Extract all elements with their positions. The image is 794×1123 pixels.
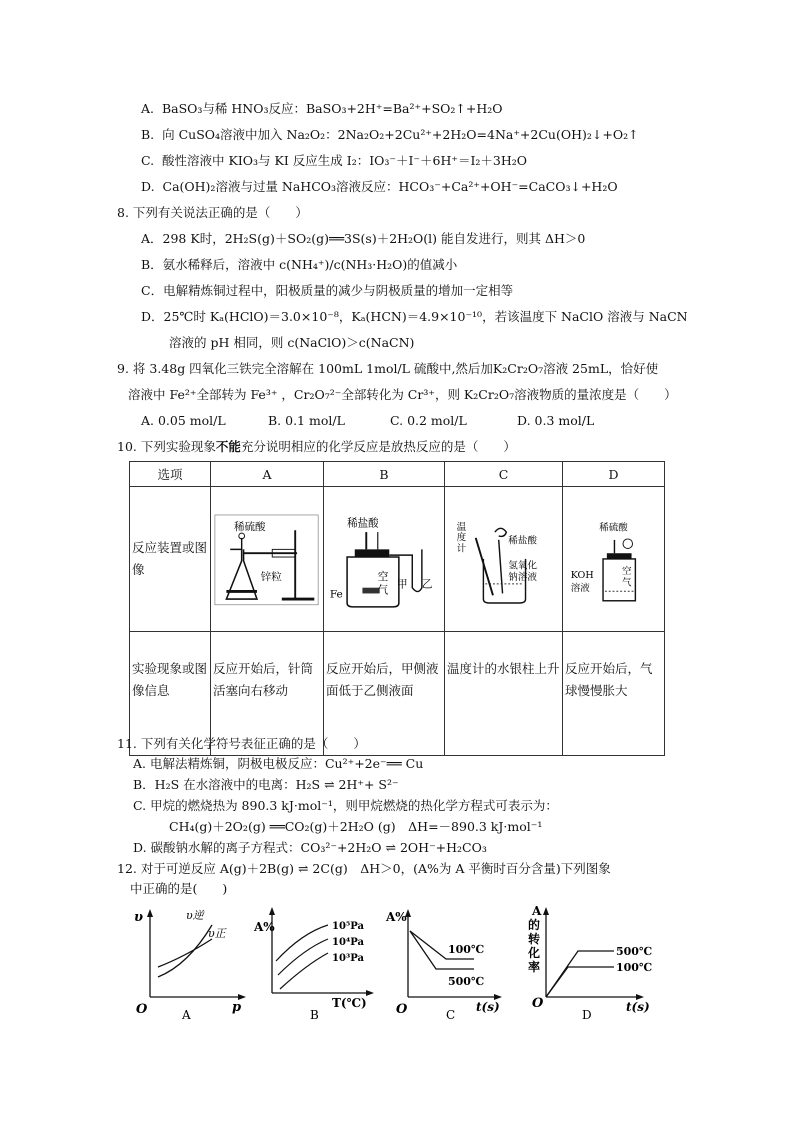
q12-stem-line2: 中正确的是( ) — [130, 881, 228, 896]
table-header-option: 选项 — [130, 462, 211, 487]
q10-stem-emphasis: 不能 — [215, 439, 241, 454]
row-label-observation: 实验现象或图像信息 — [130, 632, 211, 756]
svg-text:稀盐酸: 稀盐酸 — [508, 535, 537, 547]
beaker-thermometer-diagram — [447, 489, 560, 626]
q11-stem: 11. 下列有关化学符号表征正确的是（ ） — [117, 736, 366, 751]
u-tube-diagram — [326, 489, 442, 626]
q9-stem-line2: 溶液中 Fe²⁺全部转为 Fe³⁺ ，Cr₂O₇²⁻全部转化为 Cr³⁺，则 K₂Cr₂O₇溶液物质的量浓度是（ ） — [128, 387, 677, 402]
observation-d: 反应开始后，气球慢慢胀大 — [563, 632, 665, 756]
apparatus-c — [445, 487, 563, 632]
q11-option-d: D. 碳酸钠水解的离子方程式：CO₃²⁻+2H₂O ⇌ 2OH⁻+H₂CO₃ — [133, 840, 487, 855]
q7-option-c: C. 酸性溶液中 KIO₃与 KI 反应生成 I₂：IO₃⁻＋I⁻＋6H⁺＝I₂＋3H₂O — [141, 153, 528, 168]
svg-text:空: 空 — [377, 571, 389, 584]
graph-d-ylabel-4: 化 — [528, 946, 541, 960]
q9-option-a: A. 0.05 mol/L — [141, 413, 226, 428]
observation-a: 反应开始后，针筒活塞向右移动 — [211, 632, 324, 756]
q9-stem-line1: 9. 将 3.48g 四氧化三铁完全溶解在 100mL 1mol/L 硫酸中,然后加K₂Cr₂O₇溶液 25mL，恰好使 — [117, 361, 659, 376]
graph-d-caption: D — [582, 1008, 592, 1022]
table-header-b: B — [324, 462, 445, 487]
graph-c-caption: C — [446, 1008, 456, 1022]
graph-a-origin: O — [136, 1002, 148, 1017]
graph-b-series-1: 10⁵Pa — [332, 921, 365, 932]
q10-stem: 10. 下列实验现象不能充分说明相应的化学反应是放热反应的是（ ） — [117, 439, 516, 454]
graph-d-series-500: 500℃ — [616, 945, 653, 958]
graph-b-curve-3 — [280, 953, 328, 989]
q8-option-d-line1: D．25℃时 Kₐ(HClO)＝3.0×10⁻⁸，Kₐ(HCN)＝4.9×10⁻¹⁰，若该温度下 NaClO 溶液与 NaCN — [141, 309, 688, 324]
graph-a — [128, 905, 254, 1023]
svg-text:乙: 乙 — [421, 578, 433, 591]
graph-d — [518, 905, 668, 1023]
q12-stem-line1: 12. 对于可逆反应 A(g)＋2B(g) ⇌ 2C(g) ΔH＞0，(A%为 A 平衡时百分含量)下列图象 — [117, 861, 611, 876]
graph-c-xlabel: t(s) — [476, 1000, 500, 1014]
svg-text:溶液: 溶液 — [570, 583, 590, 595]
svg-text:气: 气 — [377, 584, 389, 597]
table-header-c: C — [445, 462, 563, 487]
q10-table — [129, 461, 665, 756]
q8-option-a: A．298 K时，2H₂S(g)＋SO₂(g)══3S(s)＋2H₂O(l) 能自发进行，则其 ΔH＞0 — [141, 231, 586, 246]
graph-c-ylabel: A% — [386, 910, 407, 924]
svg-text:温: 温 — [456, 522, 467, 534]
q9-option-d: D. 0.3 mol/L — [517, 413, 595, 428]
table-header-a: A — [211, 462, 324, 487]
svg-text:甲: 甲 — [396, 578, 408, 591]
graph-d-xlabel: t(s) — [626, 1000, 650, 1014]
graph-d-series-100: 100℃ — [616, 961, 653, 974]
q8-option-d-line2: 溶液的 pH 相同，则 c(NaClO)＞c(NaCN) — [169, 335, 415, 350]
apparatus-d — [563, 487, 665, 632]
graph-b-series-3: 10³Pa — [332, 953, 365, 964]
row-label-apparatus: 反应装置或图像 — [130, 487, 211, 632]
graph-b — [252, 905, 378, 1023]
graph-b-ylabel: A% — [254, 920, 275, 934]
q8-option-c: C．电解精炼铜过程中，阳极质量的减少与阴极质量的增加一定相等 — [141, 283, 514, 298]
graph-b-xlabel: T(℃) — [332, 996, 367, 1010]
graph-b-series-2: 10⁴Pa — [332, 937, 365, 948]
q7-option-d: D. Ca(OH)₂溶液与过量 NaHCO₃溶液反应：HCO₃⁻+Ca²⁺+OH⁻=CaCO₃↓+H₂O — [141, 179, 618, 194]
graph-c-series-100: 100℃ — [448, 943, 485, 956]
svg-text:稀硫酸: 稀硫酸 — [599, 522, 628, 534]
svg-text:锌粒: 锌粒 — [260, 570, 282, 583]
graph-c-origin: O — [396, 1002, 408, 1017]
svg-text:稀硫酸: 稀硫酸 — [234, 521, 266, 534]
q11-option-a: A. 电解法精炼铜，阴极电极反应：Cu²⁺+2e⁻══ Cu — [133, 756, 424, 771]
q8-stem: 8. 下列有关说法正确的是（ ） — [117, 205, 308, 220]
graph-d-curve-100 — [546, 967, 614, 997]
apparatus-b — [324, 487, 445, 632]
graph-c-series-500: 500℃ — [448, 975, 485, 988]
svg-text:气: 气 — [622, 577, 632, 589]
graph-d-ylabel-3: 转 — [528, 932, 541, 946]
graph-c — [384, 905, 510, 1023]
graph-d-ylabel-5: 率 — [528, 960, 541, 974]
q11-option-c-equation: CH₄(g)＋2O₂(g) ══CO₂(g)＋2H₂O (g) ΔH=－890.3 kJ·mol⁻¹ — [169, 819, 543, 834]
graph-b-caption: B — [310, 1008, 319, 1022]
graph-a-curve-reverse — [158, 925, 212, 977]
graph-a-ylabel: υ — [134, 910, 144, 925]
svg-text:钠溶液: 钠溶液 — [508, 572, 537, 584]
graph-a-label-reverse: υ逆 — [186, 909, 204, 922]
graph-a-curve-forward — [158, 939, 212, 967]
svg-text:计: 计 — [456, 543, 467, 555]
svg-text:空: 空 — [622, 566, 632, 578]
apparatus-a — [211, 487, 324, 632]
graph-d-ylabel-2: 的 — [528, 918, 541, 932]
graph-d-origin: O — [532, 996, 544, 1011]
q8-option-b: B．氨水稀释后，溶液中 c(NH₄⁺)/c(NH₃·H₂O)的值减小 — [141, 257, 458, 272]
flask-syringe-diagram — [213, 489, 321, 626]
svg-text:稀盐酸: 稀盐酸 — [347, 517, 379, 530]
q9-option-c: C. 0.2 mol/L — [390, 413, 467, 428]
svg-text:氢氧化: 氢氧化 — [508, 560, 537, 572]
graph-d-curve-500 — [546, 951, 614, 997]
graph-a-caption: A — [182, 1008, 191, 1022]
table-header-d: D — [563, 462, 665, 487]
q11-option-c: C. 甲烷的燃烧热为 890.3 kJ·mol⁻¹，则甲烷燃烧的热化学方程式可表示为： — [133, 798, 558, 813]
svg-text:Fe: Fe — [329, 588, 343, 601]
svg-text:度: 度 — [456, 532, 467, 544]
q11-option-b: B．H₂S 在水溶液中的电离：H₂S ⇌ 2H⁺+ S²⁻ — [133, 777, 399, 792]
q7-option-b: B. 向 CuSO₄溶液中加入 Na₂O₂：2Na₂O₂+2Cu²⁺+2H₂O=4Na⁺+2Cu(OH)₂↓+O₂↑ — [141, 127, 639, 142]
observation-c: 温度计的水银柱上升 — [445, 632, 563, 756]
svg-text:KOH: KOH — [570, 569, 594, 581]
q9-option-b: B. 0.1 mol/L — [268, 413, 345, 428]
graph-a-xlabel: p — [232, 1000, 242, 1015]
graph-d-ylabel-1: A — [532, 905, 542, 918]
flask-balloon-diagram — [565, 489, 662, 626]
observation-b: 反应开始后，甲侧液面低于乙侧液面 — [324, 632, 445, 756]
graph-a-label-forward: υ正 — [208, 927, 226, 940]
q7-option-a: A. BaSO₃与稀 HNO₃反应：BaSO₃+2H⁺=Ba²⁺+SO₂↑+H₂O — [141, 101, 503, 116]
